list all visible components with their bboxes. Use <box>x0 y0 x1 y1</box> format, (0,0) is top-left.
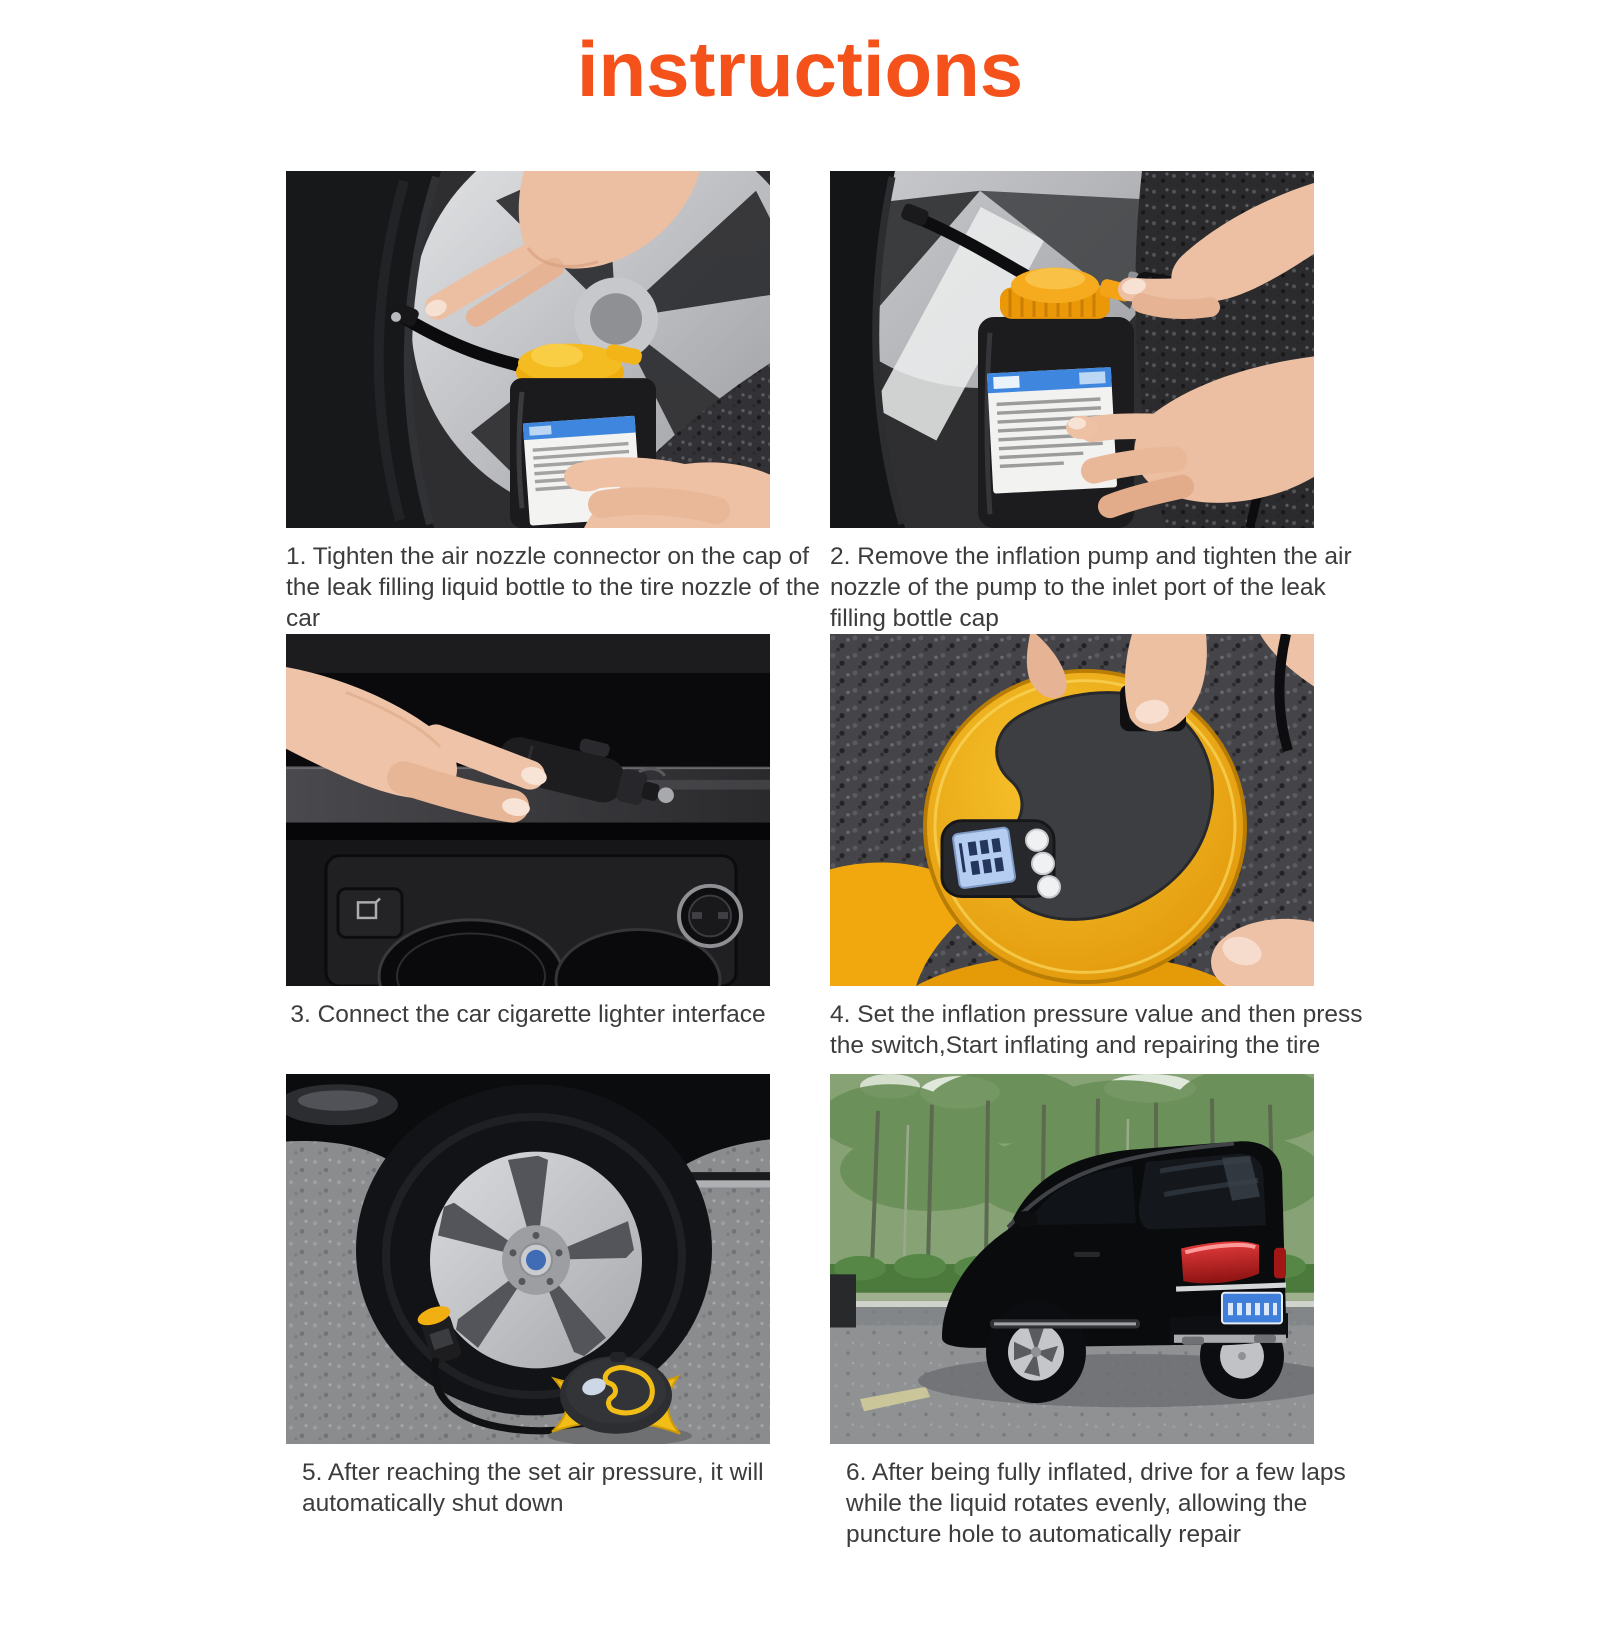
step-3-caption: 3. Connect the car cigarette lighter interface <box>290 1001 766 1029</box>
side-mirror <box>1014 1211 1038 1227</box>
step-6-card <box>830 1074 1346 1550</box>
inflator-device <box>925 671 1245 982</box>
instruction-grid <box>286 171 1363 1550</box>
parked-car-edge <box>830 1275 856 1328</box>
license-plate <box>1222 1293 1282 1324</box>
step-5-card <box>286 1074 770 1550</box>
step-6-caption: 6. After being fully inflated, drive for a few laps while the liquid rotates evenly, allowing the puncture hole to automatically repair <box>846 1459 1346 1549</box>
console-lower <box>286 841 770 987</box>
step-4-card <box>830 634 1363 1074</box>
lower-hand <box>564 462 770 528</box>
power-socket <box>679 886 741 946</box>
front-wheel <box>986 1301 1086 1403</box>
step-5-photo <box>286 1074 770 1444</box>
step-1-photo <box>286 171 770 528</box>
step-6-photo <box>830 1074 1314 1444</box>
step-3-card <box>286 634 770 1074</box>
pressure-display <box>942 821 1060 898</box>
step-5-caption: 5. After reaching the set air pressure, it will automatically shut down <box>302 1459 764 1518</box>
step-4-photo <box>830 634 1314 986</box>
step-4-caption: 4. Set the inflation pressure value and then press the switch,Start inflating and repairing the tire <box>830 1001 1363 1060</box>
alloy-wheel <box>430 1152 642 1369</box>
dash-trim <box>286 634 770 673</box>
step-2-card <box>830 171 1352 634</box>
step-2-photo <box>830 171 1314 528</box>
page-title: instructions <box>576 25 1024 113</box>
rear-window <box>1139 1154 1266 1230</box>
console-button <box>338 889 402 938</box>
door-handle <box>1074 1252 1100 1257</box>
step-3-photo <box>286 634 770 986</box>
step-2-caption: 2. Remove the inflation pump and tighten the air nozzle of the pump to the inlet port of the leak filling bottle cap <box>830 543 1352 633</box>
instruction-sheet <box>0 26 1600 1626</box>
running-board-chrome <box>994 1323 1136 1326</box>
step-1-card <box>286 171 820 634</box>
step-1-caption: 1. Tighten the air nozzle connector on the cap of the leak filling liquid bottle to the tire nozzle of the car <box>286 543 820 633</box>
taillight-right <box>1274 1248 1286 1279</box>
